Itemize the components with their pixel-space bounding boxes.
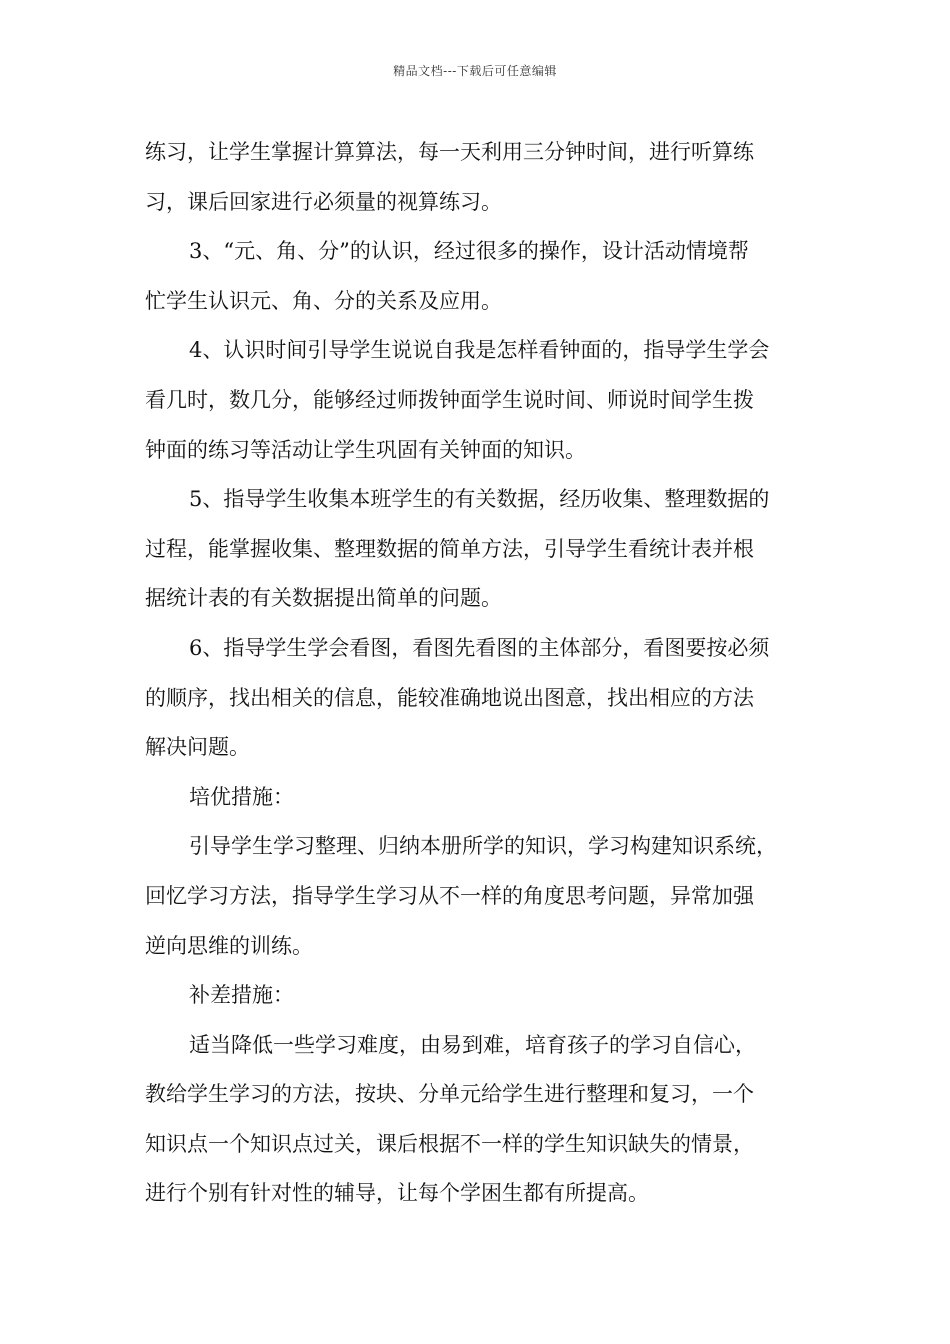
text-line: 回忆学习方法，指导学生学习从不一样的角度思考问题，异常加强: [145, 883, 754, 908]
text-line: 练习，让学生掌握计算算法，每一天利用三分钟时间，进行听算练: [145, 140, 754, 164]
text-line: 的顺序，找出相关的信息，能较准确地说出图意，找出相应的方法: [145, 685, 754, 710]
text-line: 过程，能掌握收集、整理数据的简单方法，引导学生看统计表并根: [145, 536, 754, 561]
text-line: 教给学生学习的方法，按块、分单元给学生进行整理和复习，一个: [145, 1082, 754, 1107]
text-line: 适当降低一些学习难度，由易到难，培育孩子的学习自信心，: [189, 1032, 756, 1057]
section-heading: 培优措施：: [189, 784, 294, 809]
text-line: 忙学生认识元、角、分的关系及应用。: [145, 288, 502, 313]
text-line: 解决问题。: [145, 735, 250, 760]
page-header: 精品文档---下载后可任意编辑: [393, 64, 557, 78]
text-line: 4、认识时间引导学生说说自我是怎样看钟面的，指导学生学会: [189, 338, 770, 363]
section-heading: 补差措施：: [189, 983, 294, 1008]
text-line: 据统计表的有关数据提出简单的问题。: [145, 586, 502, 611]
text-line: 3、“元、角、分”的认识，经过很多的操作，设计活动情境帮: [189, 239, 749, 264]
text-line: 5、指导学生收集本班学生的有关数据，经历收集、整理数据的: [189, 487, 770, 512]
text-line: 钟面的练习等活动让学生巩固有关钟面的知识。: [145, 437, 586, 462]
text-line: 看几时，数几分，能够经过师拨钟面学生说时间、师说时间学生拨: [145, 387, 754, 412]
text-line: 逆向思维的训练。: [145, 933, 313, 958]
text-line: 引导学生学习整理、归纳本册所学的知识，学习构建知识系统，: [189, 834, 777, 859]
document-body: [145, 128, 825, 1219]
text-line: 6、指导学生学会看图，看图先看图的主体部分，看图要按必须: [189, 635, 770, 660]
text-line: 知识点一个知识点过关，课后根据不一样的学生知识缺失的情景，: [145, 1131, 754, 1156]
text-line: 进行个别有针对性的辅导，让每个学困生都有所提高。: [145, 1181, 649, 1206]
text-line: 习，课后回家进行必须量的视算练习。: [145, 189, 502, 214]
